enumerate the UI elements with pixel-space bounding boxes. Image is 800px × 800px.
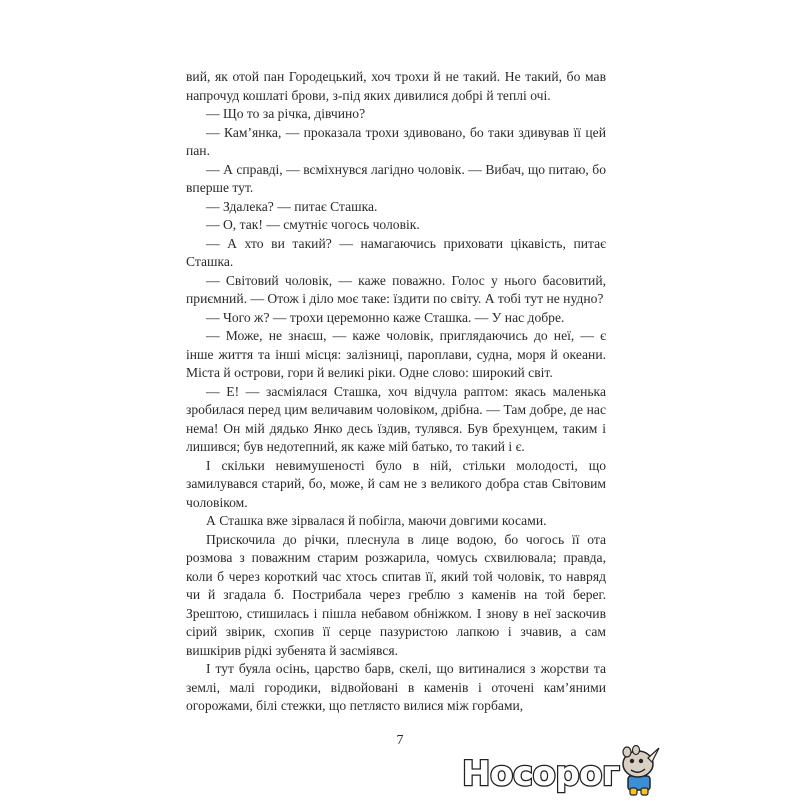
paragraph: Прискочила до річки, плеснула в лице водою, бо чогось її ота розмова з поважним старим розжарила, чомусь схвилювала; правда, коли б через короткий час хтось спитав її, який той чоловік, то навряд чи й згадала б. Пострибала через греблю з каменів на той берег. Зрештою, стишилась і пішла небавом обніжком. І знову в неї заскочив сірий звірик, схопив її серце пазуристою лапкою і зчавив, а сам вишкірив рідкі зубенята й засміявся. — [186, 531, 606, 658]
paragraph: І скільки невимушеності було в ній, стільки молодості, що замилувався старий, бо, може, й сам не з великого добра став Світовим чоловіком. — [186, 457, 606, 510]
paragraph: — Що то за річка, дівчино? — [206, 106, 366, 121]
paragraph: — Кам’янка, — проказала трохи здивовано, бо таки здивував її цей пан. — [186, 124, 606, 158]
paragraph: — Чого ж? — трохи церемонно каже Сташка. — У нас добре. — [206, 309, 565, 325]
paragraph: — Може, не знаєш, — каже чоловік, приглядаючись до неї, — є інше життя та інші місця: залізниці, пароплави, судна, моря й океани. Міста й острови, гори й великі ріки. Одне слово: широкий світ. — [186, 328, 606, 380]
paragraph: — Світовий чоловік, — каже поважно. Голос у нього басовитий, приємний. — Отож і діло моє таке: їздити по світу. А тобі тут не нудно? — [186, 272, 606, 306]
page-number: 7 — [396, 733, 404, 748]
paragraph: І тут буяла осінь, царство барв, скелі, що витиналися з жорстви та землі, малі городики, відвойовані в каменів і оточені кам’яними огорожами, білі стежки, що петлясто вилися між горбами, — [186, 661, 606, 713]
body-text — [186, 68, 606, 716]
watermark-text: Носорог — [462, 754, 620, 794]
paragraph: вий, як отой пан Городецький, хоч трохи й не такий. Не такий, бо мав напрочуд кошлаті брови, з-під яких дивилися добрі й теплі очі. — [186, 69, 606, 103]
paragraph: — А справді, — всміхнувся лагідно чоловік. — Вибач, що питаю, бо вперше тут. — [186, 161, 606, 195]
paragraph: — О, так! — смутніє чогось чоловік. — [206, 217, 420, 232]
rhino-mascot-icon — [614, 740, 662, 796]
paragraph: — Здалека? — питає Сташка. — [206, 198, 378, 214]
paragraph: А Сташка вже зірвалася й побігла, маючи довгими косами. — [206, 513, 547, 528]
paragraph: — А хто ви такий? — намагаючись приховати цікавість, питає Сташка. — [186, 235, 606, 269]
paragraph: — Е! — засміялася Сташка, хоч відчула раптом: якась маленька зробилася перед цим величавим чоловіком, дрібна. — Там добре, де нас нема! Он мій дядько Янко десь їздив, тулявся. Був брехунцем, таким і лишився; був недотепний, як каже мій батько, то такий і є. — [186, 383, 606, 454]
watermark-logo — [462, 740, 662, 796]
